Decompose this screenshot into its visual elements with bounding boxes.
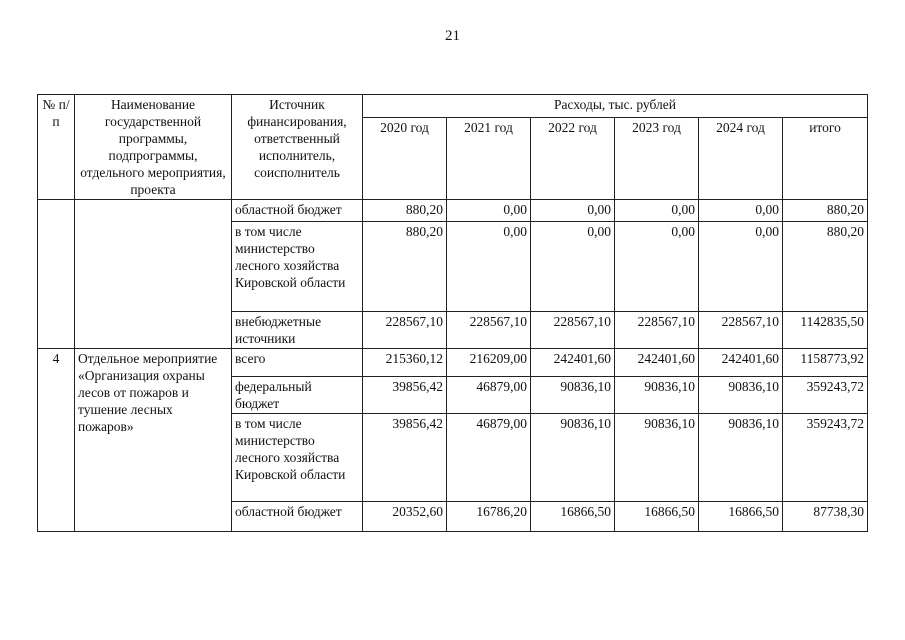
cell-value: 87738,30 [783, 502, 868, 532]
row-source: федеральный бюджет [232, 377, 363, 414]
cell-value: 39856,42 [363, 377, 447, 414]
cell-value: 228567,10 [699, 312, 783, 349]
header-year: 2020 год [363, 117, 447, 199]
cell-value: 228567,10 [615, 312, 699, 349]
row-source: в том числе министерство лесного хозяйства Кировской области [232, 222, 363, 312]
table-row [38, 200, 868, 222]
row-source: в том числе министерство лесного хозяйства Кировской области [232, 414, 363, 502]
row-name-empty [75, 200, 232, 349]
cell-value: 880,20 [363, 222, 447, 312]
cell-value: 39856,42 [363, 414, 447, 502]
cell-value: 0,00 [699, 222, 783, 312]
cell-value: 90836,10 [699, 377, 783, 414]
header-year: 2024 год [699, 117, 783, 199]
cell-value: 16786,20 [447, 502, 531, 532]
cell-value: 880,20 [363, 200, 447, 222]
expenses-table [37, 94, 868, 532]
row-num: 4 [38, 349, 75, 532]
header-year: 2022 год [531, 117, 615, 199]
cell-value: 359243,72 [783, 377, 868, 414]
cell-value: 0,00 [531, 222, 615, 312]
cell-value: 46879,00 [447, 414, 531, 502]
header-expenses: Расходы, тыс. рублей [363, 95, 868, 118]
header-year: 2021 год [447, 117, 531, 199]
cell-value: 90836,10 [531, 377, 615, 414]
header-name: Наименование государственной программы, подпрограммы, отдельного мероприятия, проекта [75, 95, 232, 200]
row-name: Отдельное мероприятие «Организация охраны лесов от пожаров и тушение лесных пожаров» [75, 349, 232, 532]
cell-value: 16866,50 [615, 502, 699, 532]
cell-value: 0,00 [447, 200, 531, 222]
row-source: всего [232, 349, 363, 377]
cell-value: 880,20 [783, 200, 868, 222]
cell-value: 215360,12 [363, 349, 447, 377]
cell-value: 242401,60 [615, 349, 699, 377]
cell-value: 16866,50 [699, 502, 783, 532]
row-source: областной бюджет [232, 502, 363, 532]
header-source: Источник финансирования, ответственный исполнитель, соисполнитель [232, 95, 363, 200]
cell-value: 90836,10 [615, 377, 699, 414]
cell-value: 90836,10 [699, 414, 783, 502]
cell-value: 46879,00 [447, 377, 531, 414]
cell-value: 242401,60 [531, 349, 615, 377]
cell-value: 1142835,50 [783, 312, 868, 349]
cell-value: 90836,10 [531, 414, 615, 502]
cell-value: 1158773,92 [783, 349, 868, 377]
cell-value: 16866,50 [531, 502, 615, 532]
cell-value: 216209,00 [447, 349, 531, 377]
cell-value: 0,00 [615, 222, 699, 312]
cell-value: 228567,10 [531, 312, 615, 349]
cell-value: 20352,60 [363, 502, 447, 532]
header-num: № п/п [38, 95, 75, 200]
header-total: итого [783, 117, 868, 199]
cell-value: 359243,72 [783, 414, 868, 502]
cell-value: 880,20 [783, 222, 868, 312]
cell-value: 242401,60 [699, 349, 783, 377]
table-row [38, 349, 868, 377]
cell-value: 0,00 [615, 200, 699, 222]
row-num-empty [38, 200, 75, 349]
cell-value: 0,00 [699, 200, 783, 222]
cell-value: 0,00 [447, 222, 531, 312]
cell-value: 228567,10 [447, 312, 531, 349]
header-year: 2023 год [615, 117, 699, 199]
cell-value: 90836,10 [615, 414, 699, 502]
row-source: внебюджетные источники [232, 312, 363, 349]
row-source: областной бюджет [232, 200, 363, 222]
page-number: 21 [445, 28, 460, 44]
cell-value: 0,00 [531, 200, 615, 222]
cell-value: 228567,10 [363, 312, 447, 349]
